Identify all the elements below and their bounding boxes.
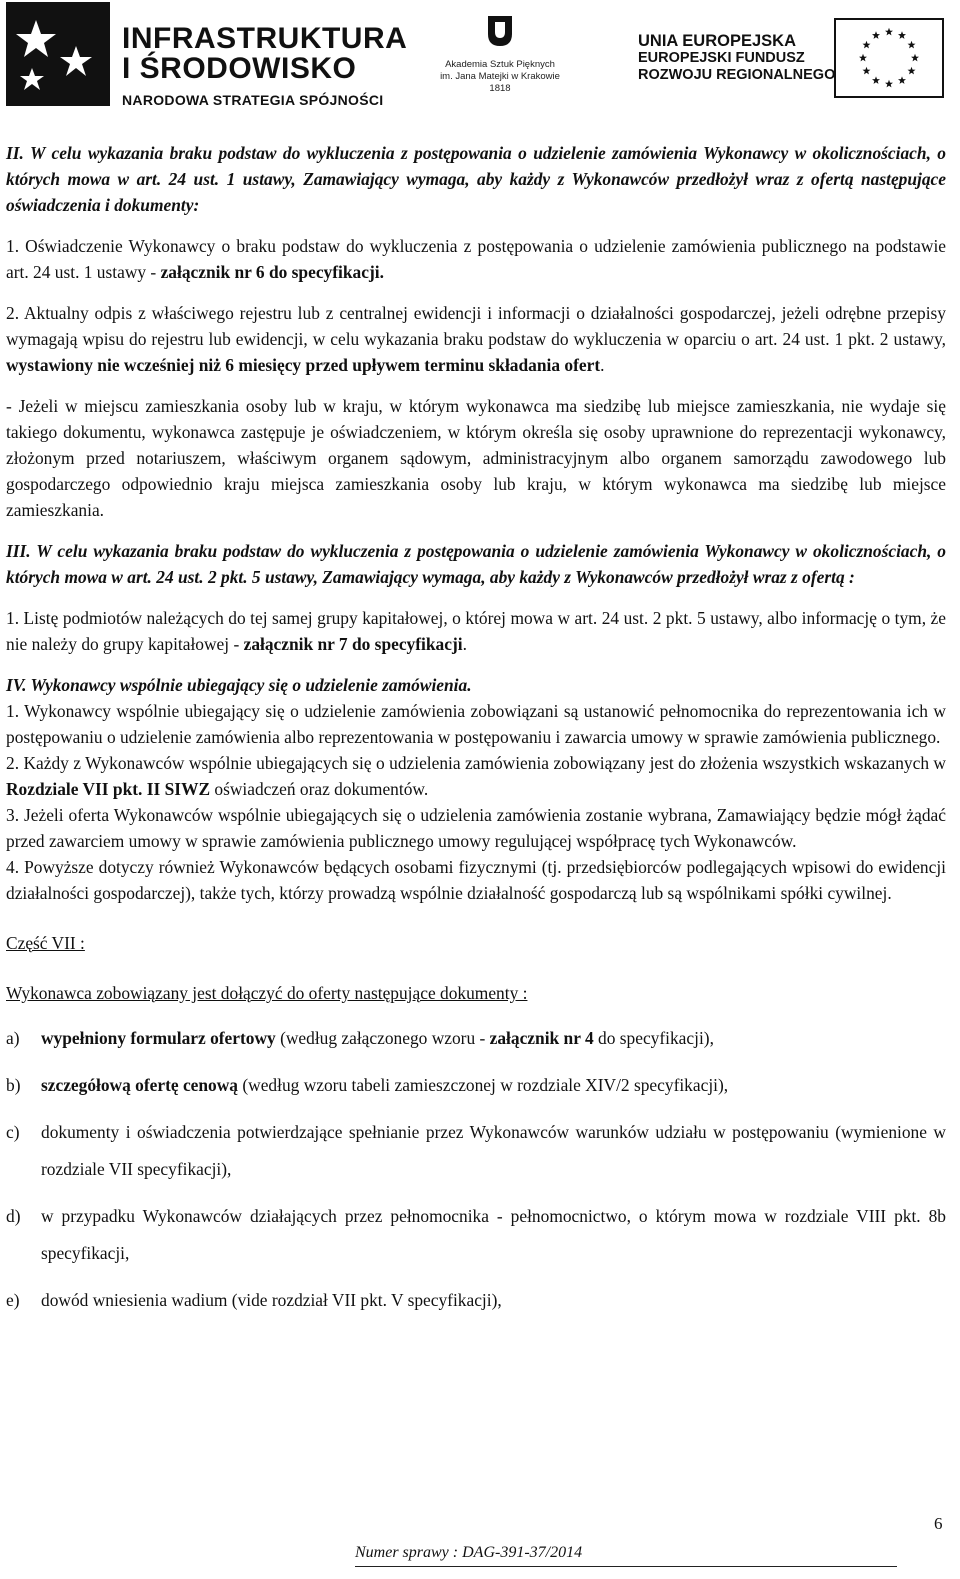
- section-iii-item-1: [6, 605, 946, 657]
- section-ii-heading: II. W celu wykazania braku podstaw do wykluczenia z postępowania o udzielenie zamówienia Wykonawcy w okolicznościach, o których mowa w art. 24 ust. 1 ustawy, Zamawiający wymaga, aby każdy z Wykonawców przedłożył wraz z ofertą następujące oświadczenia i dokumenty:: [6, 143, 946, 215]
- section-iv-heading: IV. Wykonawcy wspólnie ubiegający się o udzielenie zamówienia.: [6, 675, 472, 695]
- list-item-label: d): [6, 1206, 21, 1226]
- list-item-label: e): [6, 1290, 20, 1310]
- eu-flag-icon: [834, 18, 944, 98]
- case-number: Numer sprawy : DAG-391-37/2014: [355, 1544, 583, 1561]
- section-iii-item-1-end: .: [462, 634, 467, 654]
- list-item: [6, 1282, 946, 1319]
- list-item-plain: (według wzoru tabeli zamieszczonej w rozdziale XIV/2 specyfikacji),: [238, 1075, 729, 1095]
- page-number: 6: [934, 1514, 943, 1533]
- infrastruktura-logo-text: [122, 24, 407, 108]
- documents-list: [6, 1020, 946, 1319]
- section-iii-item-1-text: 1. Listę podmiotów należących do tej samej grupy kapitałowej, o której mowa w art. 24 ust. 2 pkt. 5 ustawy, albo informację o tym, że nie należy do grupy kapitałowej -: [6, 608, 946, 654]
- list-item-label: b): [6, 1075, 21, 1095]
- stars-emblem-icon: [6, 2, 110, 106]
- list-item-bold: szczegółową ofertę cenową: [41, 1075, 239, 1095]
- list-item-plain: (według załączonego wzoru -: [275, 1028, 490, 1048]
- list-item-text: dowód wniesienia wadium (vide rozdział VII pkt. V specyfikacji),: [41, 1290, 502, 1310]
- logo-line-2: I ŚRODOWISKO: [122, 52, 357, 85]
- list-item: [6, 1020, 946, 1057]
- list-item-text: [41, 1067, 946, 1104]
- section-ii-item-2-end: .: [600, 355, 605, 375]
- section-ii-item-1-text: 1. Oświadczenie Wykonawcy o braku podstaw do wykluczenia z postępowania o udzielenie zamówienia publicznego na podstawie art. 24 ust. 1 ustawy -: [6, 236, 946, 282]
- footer-divider: [355, 1566, 897, 1567]
- list-item: [6, 1067, 946, 1104]
- section-iv-item-1: 1. Wykonawcy wspólnie ubiegający się o udzielenie zamówienia zobowiązani są ustanowić pełnomocnika do reprezentowania ich w postępowaniu o udzielenie zamówienia albo reprezentowania w postępowaniu i zawarcia umowy w sprawie zamówienia publicznego.: [6, 701, 946, 747]
- section-iv-item-2-end: oświadczeń oraz dokumentów.: [210, 779, 429, 799]
- list-item-text: w przypadku Wykonawców działających przez pełnomocnika - pełnomocnictwo, o którym mowa w rozdziale VIII pkt. 8b specyfikacji,: [41, 1206, 946, 1263]
- list-item-text: [41, 1020, 946, 1057]
- section-iv-item-2: [6, 750, 946, 802]
- section-iv-item-2-reference: Rozdziale VII pkt. II SIWZ: [6, 779, 211, 799]
- academy-line-3: 1818: [489, 83, 511, 94]
- list-item-bold: wypełniony formularz ofertowy: [41, 1028, 276, 1048]
- logo-line-1: INFRASTRUKTURA: [122, 22, 408, 55]
- academy-line-1: Akademia Sztuk Pięknych: [445, 59, 555, 70]
- list-item-bold: załącznik nr 4: [489, 1028, 594, 1048]
- list-item-text: dokumenty i oświadczenia potwierdzające spełnianie przez Wykonawców warunków udziału w postępowaniu (wymienione w rozdziale VII specyfikacji),: [41, 1122, 946, 1179]
- list-item-label: a): [6, 1028, 20, 1048]
- eu-line-3: ROZWOJU REGIONALNEGO: [638, 67, 836, 83]
- section-iv-item-2-text: 2. Każdy z Wykonawców wspólnie ubiegających się o udzielenia zamówienia zobowiązany jest do złożenia wszystkich wskazanych w: [6, 753, 946, 773]
- section-iii-heading: III. W celu wykazania braku podstaw do wykluczenia z postępowania o udzielenie zamówienia Wykonawcy w okolicznościach, o których mowa w art. 24 ust. 2 pkt. 5 ustawy, Zamawiający wymaga, aby każdy z Wykonawców przedłożył wraz z ofertą :: [6, 541, 946, 587]
- logo-line-3: NARODOWA STRATEGIA SPÓJNOŚCI: [122, 92, 384, 108]
- part-vii-heading: Część VII :: [6, 933, 85, 953]
- part-vii-subtitle: Wykonawca zobowiązany jest dołączyć do oferty następujące dokumenty :: [6, 983, 528, 1003]
- section-ii-item-2-text: 2. Aktualny odpis z właściwego rejestru lub z centralnej ewidencji i informacji o działalności gospodarczej, jeżeli odrębne przepisy wymagają wpisu do rejestru lub ewidencji, w celu wykazania braku podstaw do wykluczenia w oparciu o art. 24 ust. 1 pkt. 2 ustawy,: [6, 303, 946, 349]
- list-item: [6, 1198, 946, 1272]
- infrastruktura-logo: [6, 2, 408, 108]
- section-iv-item-3: 3. Jeżeli oferta Wykonawców wspólnie ubiegających się o udzielenia zamówienia zostanie wybrana, Zamawiający będzie mógł żądać przed zawarciem umowy w sprawie zamówienia publicznego umowy regulującej współpracę tych Wykonawców.: [6, 805, 946, 851]
- list-item-label: c): [6, 1122, 20, 1142]
- page-header: [0, 0, 960, 110]
- section-ii-item-2: [6, 300, 946, 378]
- academy-emblem-icon: [486, 14, 514, 48]
- eu-line-2: EUROPEJSKI FUNDUSZ: [638, 50, 805, 66]
- eu-line-1: UNIA EUROPEJSKA: [638, 32, 796, 50]
- academy-line-2: im. Jana Matejki w Krakowie: [440, 71, 560, 82]
- section-iii-item-1-attachment: załącznik nr 7 do specyfikacji: [243, 634, 463, 654]
- eu-logo: [612, 16, 952, 102]
- section-iv-item-4: 4. Powyższe dotyczy również Wykonawców będących osobami fizycznymi (tj. przedsiębiorców podlegających wpisowi do ewidencji działalności gospodarczej), także tych, którzy prowadzą wspólnie działalność gospodarczą lub są wspólnikami spółki cywilnej.: [6, 857, 946, 903]
- section-ii-item-2-emphasis: wystawiony nie wcześniej niż 6 miesięcy przed upływem terminu składania ofert: [6, 355, 601, 375]
- list-item: [6, 1114, 946, 1188]
- section-ii-item-1-attachment: załącznik nr 6 do specyfikacji.: [160, 262, 384, 282]
- section-ii-note: - Jeżeli w miejscu zamieszkania osoby lub w kraju, w którym wykonawca ma siedzibę lub miejsce zamieszkania, nie wydaje się takiego dokumentu, wykonawca zastępuje je oświadczeniem, w którym określa się osoby uprawnione do reprezentacji wykonawcy, złożonym przed notariuszem, właściwym organem sądowym, administracyjnym albo organem samorządu zawodowego lub gospodarczego odpowiednio kraju miejsca zamieszkania osoby lub kraju, w którym wykonawca ma siedzibę lub miejsce zamieszkania.: [6, 396, 946, 520]
- eu-logo-text: [638, 32, 835, 84]
- academy-logo: [430, 14, 570, 104]
- list-item-plain: do specyfikacji),: [593, 1028, 714, 1048]
- document-body: [6, 140, 946, 1329]
- section-ii-item-1: [6, 233, 946, 285]
